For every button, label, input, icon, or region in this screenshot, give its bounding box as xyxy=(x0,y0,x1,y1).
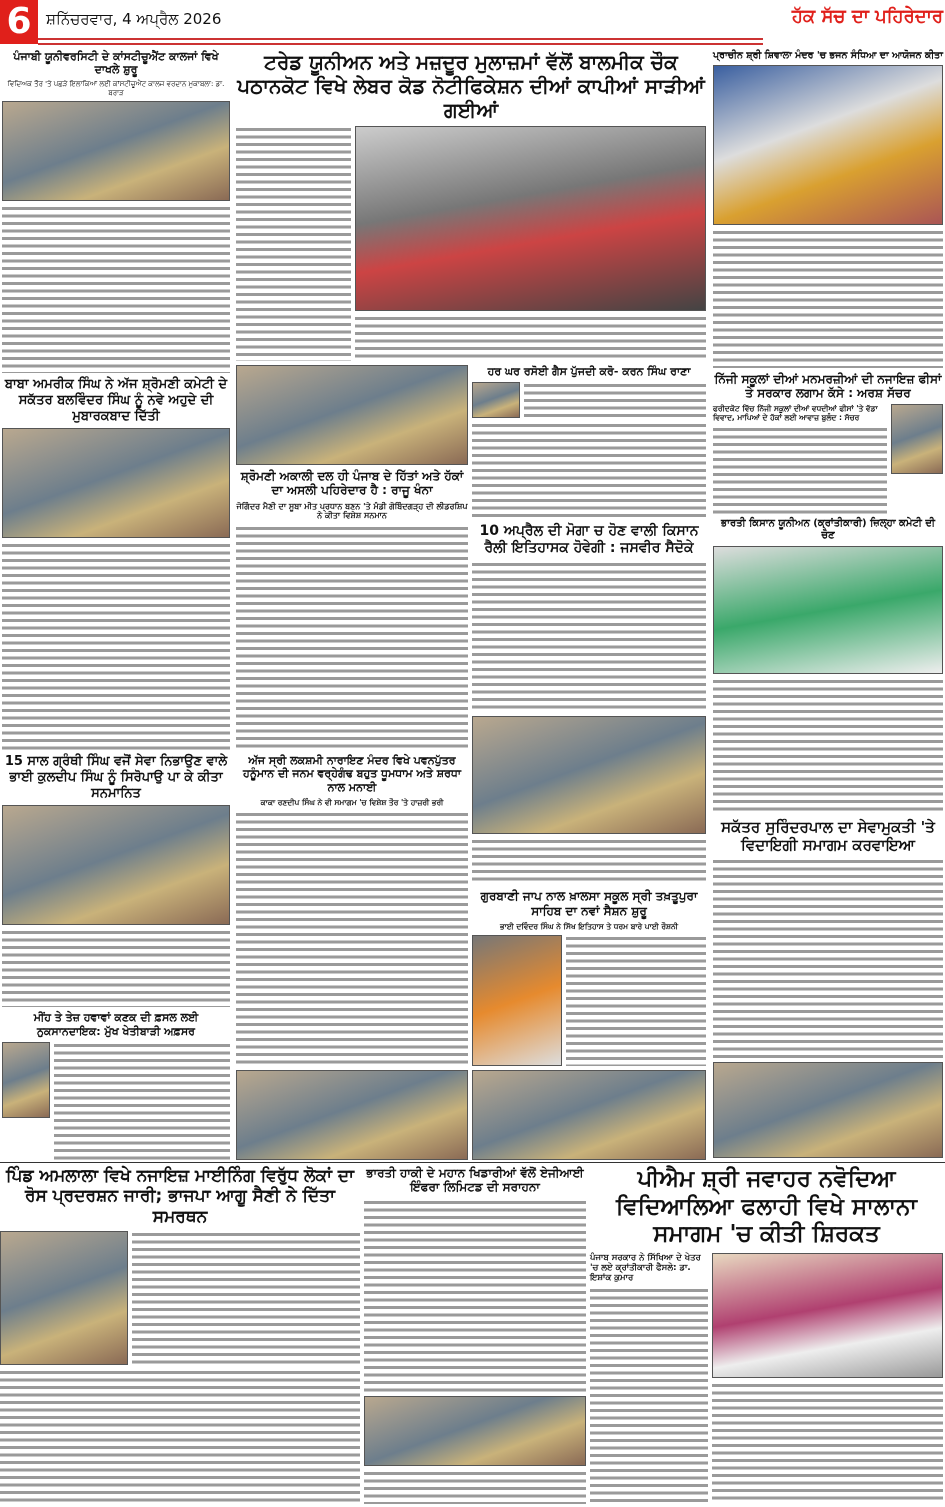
photo-temple xyxy=(236,1070,468,1160)
subhead-a1: ਵਿਦਿਅਕ ਤੌਰ 'ਤੇ ਪਛੜੇ ਇਲਾਕਿਆਂ ਲਈ ਕਾਂਸਟੀਚੂਐਂਟ ਕਾਲਜ ਵਰਦਾਨ ਮੁਕਾਬਲਾ: ਡਾ. ਬਰਾੜ xyxy=(7,80,225,97)
body-text xyxy=(472,838,706,885)
r2-text xyxy=(713,404,887,514)
headline-r4: ਸਕੱਤਰ ਸੁਰਿੰਦਰਪਾਲ ਦਾ ਸੇਵਾਮੁਕਤੀ 'ਤੇ ਵਿਦਾਇਗੀ ਸਮਾਗਮ ਕਰਵਾਇਆ xyxy=(721,817,935,854)
divider xyxy=(0,1162,945,1163)
headline-r3: ਭਾਰਤੀ ਕਿਸਾਨ ਯੂਨੀਅਨ (ਕ੍ਰਾਂਤੀਕਾਰੀ) ਜ਼ਿਲ੍ਹਾ ਕਮੇਟੀ ਦੀ ਚੋਣ xyxy=(721,518,935,542)
middle-right-sub xyxy=(472,365,706,1160)
photo-karan-singh xyxy=(472,382,520,418)
headline-m4: ਅੱਜ ਸ੍ਰੀ ਲਕਸ਼ਮੀ ਨਾਰਾਇਣ ਮੰਦਰ ਵਿਖੇ ਪਵਨਪੁੱਤਰ ਹਨੂੰਮਾਨ ਦੀ ਜਨਮ ਵਰ੍ਹੇਗੰਢ ਬਹੁਤ ਧੂਮਧਾਮ ਅਤੇ ਸ਼ਰਧਾ ਨਾਲ ਮਨਾਈ xyxy=(242,754,462,794)
headline-a4: ਮੀਂਹ ਤੇ ਤੇਜ਼ ਹਵਾਵਾਂ ਕਣਕ ਦੀ ਫ਼ਸਲ ਲਈ ਨੁਕਸਾਨਦਾਇਕ: ਮੁੱਖ ਖੇਤੀਬਾੜੀ ਅਫ਼ਸਰ xyxy=(33,1011,199,1038)
logo: ਹੱਕ ਸੱਚ ਦਾ ਪਹਿਰੇਦਾਰ xyxy=(791,6,943,27)
body-text xyxy=(54,1042,230,1160)
body-text xyxy=(0,1369,360,1504)
photo-bhajan-sandhya xyxy=(713,65,943,225)
photo-kisan-union xyxy=(713,546,943,674)
body-text xyxy=(566,935,706,1066)
subhead-m4: ਕਾਕਾ ਰਣਦੀਪ ਸਿੰਘ ਨੇ ਵੀ ਸਮਾਗਮ 'ਚ ਵਿਸ਼ੇਸ਼ ਤੌਰ 'ਤੇ ਹਾਜ਼ਰੀ ਭਰੀ xyxy=(260,797,444,807)
photo-officer xyxy=(2,1042,50,1118)
headline-a3: 15 ਸਾਲ ਗ੍ਰੰਥੀ ਸਿੰਘ ਵਜੋਂ ਸੇਵਾ ਨਿਭਾਉਣ ਵਾਲੇ ਭਾਈ ਕੁਲਦੀਪ ਸਿੰਘ ਨੂੰ ਸਿਰੋਪਾਉ ਪਾ ਕੇ ਕੀਤਾ ਸਨਮਾਨਿਤ xyxy=(4,754,228,801)
bottom-left xyxy=(0,1166,360,1504)
body-text xyxy=(472,561,706,712)
headline-m5: ਗੁਰਬਾਣੀ ਜਾਪ ਨਾਲ ਖ਼ਾਲਸਾ ਸਕੂਲ ਸ੍ਰੀ ਤਖ਼ਤੂਪੁਰਾ ਸਾਹਿਬ ਦਾ ਨਵਾਂ ਸੈਸ਼ਨ ਸ਼ੁਰੂ xyxy=(480,889,698,918)
photo-navodaya xyxy=(712,1253,943,1378)
subhead-m5: ਭਾਈ ਦਵਿੰਦਰ ਸਿੰਘ ਨੇ ਸਿੱਖ ਇਤਿਹਾਸ ਤੇ ਧਰਮ ਬਾਰੇ ਪਾਈ ਰੌਸ਼ਨੀ xyxy=(500,921,678,931)
body-text xyxy=(364,1199,586,1393)
photo-protest xyxy=(355,126,706,311)
header-rule xyxy=(38,38,763,45)
a4-body xyxy=(2,1042,230,1160)
headline-a1: ਪੰਜਾਬੀ ਯੂਨੀਵਰਸਿਟੀ ਦੇ ਕਾਂਸਟੀਚੂਐਂਟ ਕਾਲਜਾਂ ਵਿਖੇ ਦਾਖਲੇ ਸ਼ੁਰੂ xyxy=(13,50,219,77)
body-text xyxy=(712,1382,943,1504)
body-text xyxy=(236,126,351,361)
body-text xyxy=(590,1287,708,1504)
headline-b2: ਭਾਰਤੀ ਹਾਕੀ ਦੇ ਮਹਾਨ ਖਿਡਾਰੀਆਂ ਵੱਲੋਂ ਏਜੀਆਈ ਇੰਫਰਾ ਲਿਮਿਟਡ ਦੀ ਸਰਾਹਨਾ xyxy=(366,1166,584,1195)
body-text xyxy=(713,858,943,1058)
photo-arsh-sachar xyxy=(891,404,943,474)
body-text xyxy=(2,205,230,373)
photo-khalsa-school xyxy=(472,935,562,1066)
headline-a2: ਬਾਬਾ ਅਮਰੀਕ ਸਿੰਘ ਨੇ ਅੱਜ ਸ਼੍ਰੋਮਣੀ ਕਮੇਟੀ ਦੇ ਸਕੱਤਰ ਬਲਵਿੰਦਰ ਸਿੰਘ ਨੂੰ ਨਵੇ ਅਹੁਦੇ ਦੀ ਮੁਬਾਰਕਬਾਦ ਦਿੱਤੀ xyxy=(4,377,228,424)
main-story-right xyxy=(355,126,706,361)
b3-right xyxy=(712,1253,943,1504)
body-text xyxy=(472,422,706,519)
body-text xyxy=(524,382,706,418)
middle-left-sub xyxy=(236,365,468,1160)
subhead-r2: ਫਰੀਦਕੋਟ ਵਿੱਚ ਨਿੱਜੀ ਸਕੂਲਾਂ ਦੀਆਂ ਵਧਦੀਆਂ ਫੀਸਾਂ 'ਤੇ ਵੱਡਾ ਵਿਵਾਦ, ਮਾਪਿਆਂ ਦੇ ਹੱਕਾਂ ਲਈ ਆਵਾਜ਼ ਬੁਲੰਦ : ਸੱਚਰ xyxy=(713,404,878,423)
right-column xyxy=(713,50,943,1158)
body-text xyxy=(236,525,468,750)
headline-m1: ਹਰ ਘਰ ਰਸੋਈ ਗੈਸ ਪੁੱਜਦੀ ਕਰੋ- ਕਰਨ ਸਿੰਘ ਰਾਣਾ xyxy=(487,365,691,378)
date: ਸ਼ਨਿੱਚਰਵਾਰ, 4 ਅਪ੍ਰੈਲ 2026 xyxy=(46,10,222,28)
photo-mining-protest xyxy=(0,1231,128,1365)
body-text xyxy=(132,1231,360,1365)
headline-b3: ਪੀਐਮ ਸ਼੍ਰੀ ਜਵਾਹਰ ਨਵੋਦਿਆ ਵਿਦਿਆਲਿਆ ਫਲਾਹੀ ਵਿਖੇ ਸਾਲਾਨਾ ਸਮਾਗਮ 'ਚ ਕੀਤੀ ਸ਼ਿਰਕਤ xyxy=(615,1166,917,1248)
headline-r2: ਨਿੱਜੀ ਸਕੂਲਾਂ ਦੀਆਂ ਮਨਮਰਜ਼ੀਆਂ ਦੀ ਨਜਾਇਜ਼ ਫੀਸਾਂ ਤੇ ਸਰਕਾਰ ਲਗਾਮ ਕੱਸੇ : ਅਰਸ਼ ਸੱਚਰ xyxy=(714,371,942,401)
page-number: 6 xyxy=(0,0,38,44)
main-story xyxy=(236,126,706,361)
photo-sikh-leaders xyxy=(2,428,230,538)
photo-akali-leaders xyxy=(236,365,468,465)
photo-kisan-rally xyxy=(472,716,706,834)
bottom-center xyxy=(364,1166,586,1504)
body-text xyxy=(713,678,943,813)
body-text xyxy=(2,929,230,1007)
body-text xyxy=(713,426,887,514)
bottom-right xyxy=(590,1166,943,1504)
headline-r1: ਪ੍ਰਾਚੀਨ ਸ਼੍ਰੀ ਸ਼ਿਵਾਲਾ ਮੰਦਰ 'ਚ ਭਜਨ ਸੰਧਿਆ ਦਾ ਆਯੋਜਨ ਕੀਤਾ xyxy=(713,50,943,61)
body-text xyxy=(236,811,468,1066)
body-text xyxy=(364,1470,586,1504)
r2-body xyxy=(713,404,943,514)
b3-body xyxy=(590,1253,943,1504)
headline-b1: ਪਿੰਡ ਅਮਲਾਲਾ ਵਿਖੇ ਨਜਾਇਜ਼ ਮਾਈਨਿੰਗ ਵਿਰੁੱਧ ਲੋਕਾਂ ਦਾ ਰੋਸ ਪ੍ਰਦਰਸ਼ਨ ਜਾਰੀ; ਭਾਜਪਾ ਆਗੂ ਸੈਣੀ ਨੇ ਦਿੱਤਾ ਸਮਰਥਨ xyxy=(6,1166,354,1227)
photo-hockey xyxy=(364,1396,586,1466)
b1-body xyxy=(0,1231,360,1365)
body-text xyxy=(355,315,706,361)
left-column xyxy=(2,50,230,1160)
middle-section xyxy=(236,50,706,1160)
m1-body xyxy=(472,382,706,418)
photo-retirement xyxy=(713,1062,943,1158)
subhead-m2: ਜੋਗਿੰਦਰ ਮੈਣੀ ਦਾ ਸੂਬਾ ਮੀਤ ਪ੍ਰਧਾਨ ਬਣਨ 'ਤੇ ਮੰਡੀ ਗੋਬਿੰਦਗੜ੍ਹ ਦੀ ਲੀਡਰਸ਼ਿਪ ਨੇ ਕੀਤਾ ਵਿਸ਼ੇਸ਼ ਸਨਮਾਨ xyxy=(236,501,468,521)
photo-granthi-honour xyxy=(2,805,230,925)
m5-body xyxy=(472,935,706,1066)
photo-university xyxy=(2,101,230,201)
middle-lower xyxy=(236,365,706,1160)
photo-event xyxy=(472,1070,706,1160)
b3-left xyxy=(590,1253,708,1504)
body-text xyxy=(2,542,230,750)
headline-m2: ਸ਼੍ਰੋਮਣੀ ਅਕਾਲੀ ਦਲ ਹੀ ਪੰਜਾਬ ਦੇ ਹਿੱਤਾਂ ਅਤੇ ਹੱਕਾਂ ਦਾ ਅਸਲੀ ਪਹਿਰੇਦਾਰ ਹੈ : ਰਾਜੂ ਖੰਨਾ xyxy=(240,469,464,498)
main-headline: ਟਰੇਡ ਯੂਨੀਅਨ ਅਤੇ ਮਜ਼ਦੂਰ ਮੁਲਾਜ਼ਮਾਂ ਵੱਲੋਂ ਬਾਲਮੀਕ ਚੌਕ ਪਠਾਨਕੋਟ ਵਿਖੇ ਲੇਬਰ ਕੋਡ ਨੋਟੀਫਿਕੇਸ਼ਨ ਦੀਆਂ ਕਾਪੀਆਂ ਸਾੜੀਆਂ ਗਈਆਂ xyxy=(237,50,705,122)
headline-m3: 10 ਅਪ੍ਰੈਲ ਦੀ ਮੋਗਾ ਚ ਹੋਣ ਵਾਲੀ ਕਿਸਾਨ ਰੈਲੀ ਇਤਿਹਾਸਕ ਹੋਵੇਗੀ : ਜਸਵੀਰ ਸੈਦੋਕੇ xyxy=(479,523,699,557)
body-text xyxy=(713,229,943,367)
subhead-b3: ਪੰਜਾਬ ਸਰਕਾਰ ਨੇ ਸਿੱਖਿਆ ਦੇ ਖੇਤਰ 'ਚ ਲਏ ਕ੍ਰਾਂਤੀਕਾਰੀ ਫੈਸਲੇ: ਡਾ. ਇਸ਼ਾਂਕ ਕੁਮਾਰ xyxy=(590,1252,701,1284)
